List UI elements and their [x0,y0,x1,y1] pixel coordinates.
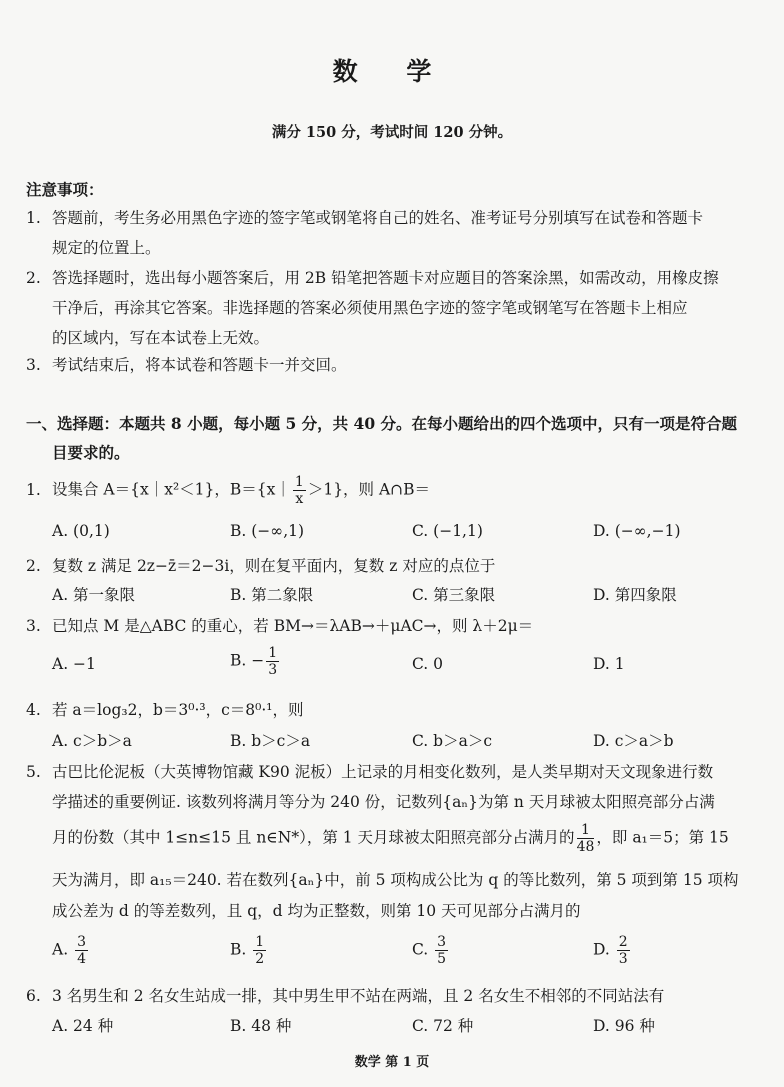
option-c[interactable]: C. 0 [412,655,444,673]
question-5-cont: 成公差为 d 的等差数列，且 q，d 均为正整数，则第 10 天可见部分占满月的 [52,902,581,920]
option-b[interactable]: B. 第二象限 [230,586,314,604]
question-5-cont: 天为满月，即 a₁₅＝240. 若在数列{aₙ}中，前 5 项构成公比为 q 的等比数列，第 5 项到第 15 项构 [52,871,739,889]
option-c[interactable]: C. $\frac{3}{5}$ [412,934,447,967]
option-c[interactable]: C. (−1,1) [412,522,483,540]
option-b[interactable]: B. 48 种 [230,1017,292,1035]
option-c[interactable]: C. b＞a＞c [412,732,493,750]
notice-item: 1. 答题前，考生务必用黑色字迹的签字笔或钢笔将自己的姓名、准考证号分别填写在试卷和答题卡 [26,209,704,227]
option-c[interactable]: C. 第三象限 [412,586,496,604]
question-3: 3. 已知点 M 是△ABC 的重心，若 BM→＝λAB→＋μAC→，则 λ＋2μ＝ [26,617,534,635]
page-title: 数 学 [332,57,452,86]
option-a[interactable]: A. 第一象限 [52,586,136,604]
notice-item: 2. 答选择题时，选出每小题答案后，用 2B 铅笔把答题卡对应题目的答案涂黑，如需改动，用橡皮擦 [26,269,719,287]
option-b[interactable]: B. b＞c＞a [230,732,311,750]
question-4: 4. 若 a＝log₃2，b＝3⁰·³，c＝8⁰·¹，则 [26,701,304,719]
option-d[interactable]: D. 96 种 [593,1017,655,1035]
option-d[interactable]: D. c＞a＞b [593,732,674,750]
notice-heading: 注意事项： [26,180,104,199]
option-a[interactable]: A. (0,1) [52,522,110,540]
option-d[interactable]: D. (−∞,−1) [593,522,681,540]
question-2: 2. 复数 z 满足 2z−z̄＝2−3i，则在复平面内，复数 z 对应的点位于 [26,557,496,575]
question-5-cont: 学描述的重要例证. 该数列将满月等分为 240 份，记数列{aₙ}为第 n 天月球被太阳照亮部分占满 [52,793,715,811]
notice-item-cont: 规定的位置上。 [52,239,161,257]
option-d[interactable]: D. 第四象限 [593,586,677,604]
question-5-cont: 月的份数（其中 1≤n≤15 且 n∈N*），第 1 天月球被太阳照亮部分占满月的 $\frac{1}{48}$ ，即 a₁＝5；第 15 [52,822,729,855]
option-b[interactable]: B. − $\frac{1}{3}$ [230,645,278,678]
option-c[interactable]: C. 72 种 [412,1017,474,1035]
option-d[interactable]: D. 1 [593,655,625,673]
question-5: 5. 古巴比伦泥板（大英博物馆藏 K90 泥板）上记录的月相变化数列，是人类早期对天文现象进行数 [26,763,714,781]
option-b[interactable]: B. $\frac{1}{2}$ [230,934,265,967]
question-1: 1. 设集合 A＝{x｜x²＜1}，B＝{x｜ $\frac{1}{x}$ ＞1}，则 A∩B＝ [26,474,431,507]
option-a[interactable]: A. c＞b＞a [52,732,132,750]
exam-info: 满分 150 分，考试时间 120 分钟。 [271,124,513,141]
notice-item-cont: 干净后，再涂其它答案。非选择题的答案必须使用黑色字迹的签字笔或钢笔写在答题卡上相应 [52,299,688,317]
option-b[interactable]: B. (−∞,1) [230,522,305,540]
notice-item-cont: 的区域内，写在本试卷上无效。 [52,329,270,347]
option-a[interactable]: A. 24 种 [52,1017,114,1035]
section-heading: 一、选择题：本题共 8 小题，每小题 5 分，共 40 分。在每小题给出的四个选项中，只有一项是符合题 [26,414,738,433]
section-heading-cont: 目要求的。 [52,443,130,462]
notice-item: 3. 考试结束后，将本试卷和答题卡一并交回。 [26,356,347,374]
option-d[interactable]: D. $\frac{2}{3}$ [593,934,628,967]
page-footer: 数学 第 1 页 [354,1055,430,1070]
option-a[interactable]: A. $\frac{3}{4}$ [52,934,86,967]
option-a[interactable]: A. −1 [52,655,96,673]
question-6: 6. 3 名男生和 2 名女生站成一排，其中男生甲不站在两端，且 2 名女生不相邻的不同站法有 [26,987,665,1005]
